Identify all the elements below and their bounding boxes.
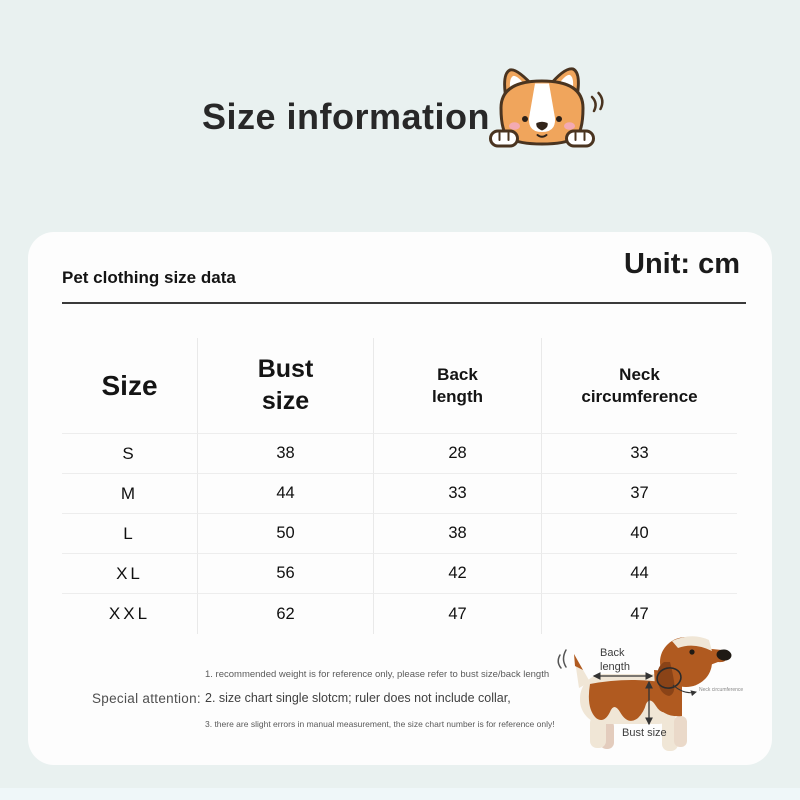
table-row-m-size: M (62, 474, 198, 514)
note-3: 3. there are slight errors in manual measurement, the size chart number is for reference only! (205, 719, 555, 729)
table-row-xxl-bust: 62 (198, 594, 374, 634)
note-1: 1. recommended weight is for reference only, please refer to bust size/back length (205, 669, 550, 680)
col-header-neck: Neck circumference (542, 338, 737, 434)
note-2: 2. size chart single slotcm; ruler does not include collar, (205, 691, 511, 705)
table-row-l-size: L (62, 514, 198, 554)
col-header-bust: Bust size (198, 338, 374, 434)
table-row-xxl-back: 47 (374, 594, 542, 634)
table-row-xl-bust: 56 (198, 554, 374, 594)
diagram-bust-size-label: Bust size (622, 727, 667, 739)
diagram-neck-circumference-label: Neck circumference (699, 687, 744, 693)
table-row-xxl-size: XXL (62, 594, 198, 634)
table-row-xl-back: 42 (374, 554, 542, 594)
divider (62, 302, 746, 304)
col-header-back-length: Back length (374, 338, 542, 434)
table-row-s-size: S (62, 434, 198, 474)
size-table (62, 338, 737, 634)
page-title: Size information (202, 96, 491, 137)
table-row-s-neck: 33 (542, 434, 737, 474)
size-card (28, 232, 772, 765)
table-row-s-back: 28 (374, 434, 542, 474)
table-row-s-bust: 38 (198, 434, 374, 474)
table-row-l-neck: 40 (542, 514, 737, 554)
unit-label: Unit: cm (624, 248, 740, 280)
special-attention-label: Special attention: (92, 691, 201, 706)
table-row-l-back: 38 (374, 514, 542, 554)
bottom-strip (0, 788, 800, 800)
table-row-xxl-neck: 47 (630, 604, 649, 623)
corgi-dog-icon (481, 62, 607, 160)
dog-measurement-diagram (552, 624, 768, 764)
table-row-xl-neck: 44 (542, 554, 737, 594)
table-row-m-back: 33 (374, 474, 542, 514)
col-header-size: Size (62, 338, 198, 434)
card-subtitle: Pet clothing size data (62, 268, 236, 287)
table-row-m-neck: 37 (542, 474, 737, 514)
diagram-back-length-label: Back length (600, 647, 630, 674)
table-row-m-bust: 44 (198, 474, 374, 514)
table-row-xl-size: XL (62, 554, 198, 594)
table-row-l-bust: 50 (198, 514, 374, 554)
